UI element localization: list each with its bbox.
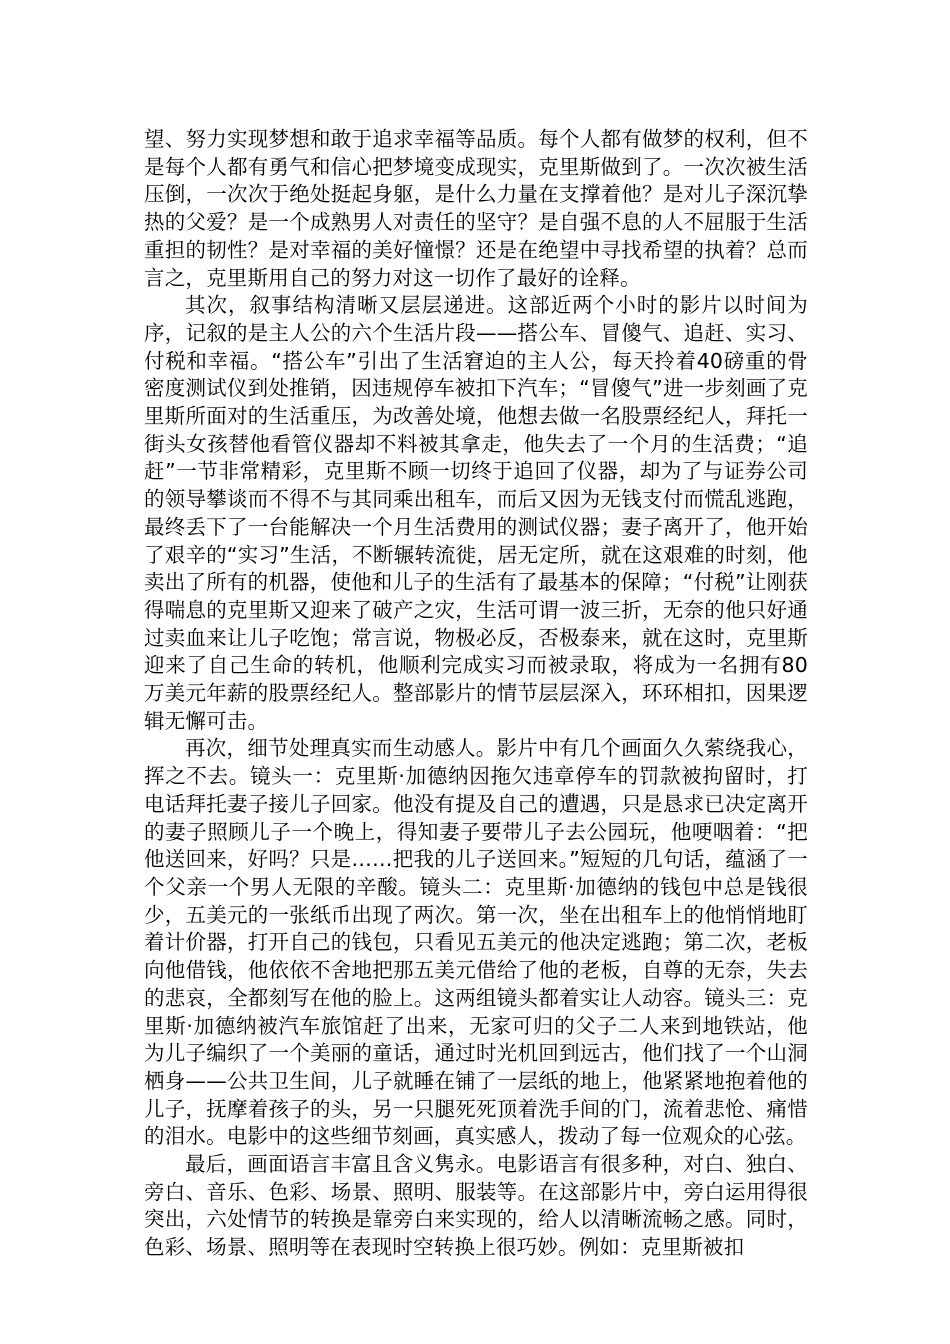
paragraph-narrative-structure: 其次，叙事结构清晰又层层递进。这部近两个小时的影片以时间为序，记叙的是主人公的六个生活片段——搭公车、冒傻气、追赶、实习、付税和幸福。“搭公车”引出了生活窘迫的主人公，每天拎着40磅重的骨密度测试仪到处推销，因违规停车被扣下汽车；“冒傻气”进一步刻画了克里斯所面对的生活重压，为改善处境，他想去做一名股票经纪人，拜托一街头女孩替他看管仪器却不料被其拿走，他失去了一个月的生活费；“追赶”一节非常精彩，克里斯不顾一切终于追回了仪器，却为了与证券公司的领导攀谈而不得不与其同乘出租车，而后又因为无钱支付而慌乱逃跑，最终丢下了一台能解决一个月生活费用的测试仪器；妻子离开了，他开始了艰辛的“实习”生活，不断辗转流徙，居无定所，就在这艰难的时刻，他卖出了所有的机器，使他和儿子的生活有了最基本的保障；“付税”让刚获得喘息的克里斯又迎来了破产之灾，生活可谓一波三折，无奈的他只好通过卖血来让儿子吃饱；常言说，物极必反，否极泰来，就在这时，克里斯迎来了自己生命的转机，他顺利完成实习而被录取，将成为一名拥有80万美元年薪的股票经纪人。整部影片的情节层层深入，环环相扣，因果逻辑无懈可击。	[144, 293, 808, 733]
paragraph-continued: 望、努力实现梦想和敢于追求幸福等品质。每个人都有做梦的权利，但不是每个人都有勇气和信心把梦境变成现实，克里斯做到了。一次次被生活压倒，一次次于绝处挺起身躯，是什么力量在支撑着他？是对儿子深沉挚热的父爱？是一个成熟男人对责任的坚守？是自强不息的人不屈服于生活重担的韧性？是对幸福的美好憧憬？还是在绝望中寻找希望的执着？总而言之，克里斯用自己的努力对这一切作了最好的诠释。	[144, 127, 808, 290]
paragraph-visual-language: 最后，画面语言丰富且含义隽永。电影语言有很多种，对白、独白、旁白、音乐、色彩、场景、照明、服装等。在这部影片中，旁白运用得很突出，六处情节的转换是靠旁白来实现的，给人以清晰流畅之感。同时，色彩、场景、照明等在表现时空转换上很巧妙。例如：克里斯被扣	[144, 1152, 808, 1260]
document-body	[144, 126, 808, 1262]
paragraph-details: 再次，细节处理真实而生动感人。影片中有几个画面久久萦绕我心，挥之不去。镜头一：克里斯·加德纳因拖欠违章停车的罚款被拘留时，打电话拜托妻子接儿子回家。他没有提及自己的遭遇，只是恳求已决定离开的妻子照顾儿子一个晚上，得知妻子要带儿子去公园玩，他哽咽着：“把他送回来，好吗？只是……把我的儿子送回来。”短短的几句话，蕴涵了一个父亲一个男人无限的辛酸。镜头二：克里斯·加德纳的钱包中总是钱很少，五美元的一张纸币出现了两次。第一次，坐在出租车上的他悄悄地盯着计价器，打开自己的钱包，只看见五美元的他决定逃跑；第二次，老板向他借钱，他依依不舍地把那五美元借给了他的老板，自尊的无奈，失去的悲哀，全都刻写在他的脸上。这两组镜头都着实让人动容。镜头三：克里斯·加德纳被汽车旅馆赶了出来，无家可归的父子二人来到地铁站，他为儿子编织了一个美丽的童话，通过时光机回到远古，他们找了一个山洞栖身——公共卫生间，儿子就睡在铺了一层纸的地上，他紧紧地抱着他的儿子，抚摩着孩子的头，另一只腿死死顶着洗手间的门，流着悲怆、痛惜的泪水。电影中的这些细节刻画，真实感人，拨动了每一位观众的心弦。	[144, 736, 808, 1149]
